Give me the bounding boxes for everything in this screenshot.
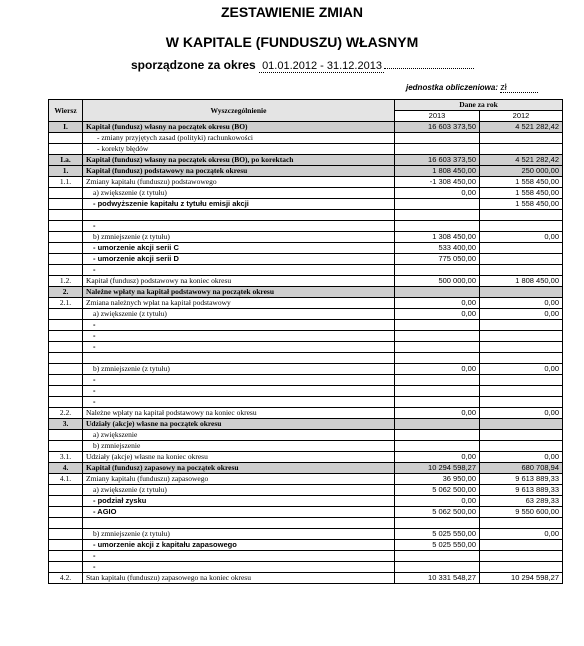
table-row [49,562,563,573]
value-2013 [395,210,480,221]
row-description: - [83,331,395,342]
table-row [49,210,563,221]
table-row [49,342,563,353]
table-row [49,364,563,375]
value-2012 [480,397,563,408]
row-description: - [83,375,395,386]
header-wiersz: Wiersz [49,100,83,122]
value-2013: 1 308 450,00 [395,232,480,243]
value-2012 [480,144,563,155]
value-2012: 4 521 282,42 [480,155,563,166]
value-2012 [480,386,563,397]
header-year-2013: 2013 [395,111,480,122]
value-2013 [395,287,480,298]
row-description: - [83,265,395,276]
row-number: 2.1. [49,298,83,309]
row-description: - [83,562,395,573]
row-description: a) zwiększenie (z tytułu) [83,188,395,199]
row-description [83,518,395,529]
value-2012 [480,551,563,562]
row-number [49,320,83,331]
value-2013: 0,00 [395,298,480,309]
value-2013: 0,00 [395,364,480,375]
table-row [49,397,563,408]
row-number: 2.2. [49,408,83,419]
value-2012: 0,00 [480,529,563,540]
value-2013 [395,331,480,342]
value-2013: 0,00 [395,309,480,320]
value-2012 [480,353,563,364]
table-row [49,265,563,276]
value-2013: 1 808 450,00 [395,166,480,177]
table-row [49,331,563,342]
row-number [49,386,83,397]
row-number [49,562,83,573]
row-description: Stan kapitału (funduszu) zapasowego na koniec okresu [83,573,395,584]
value-2012: 0,00 [480,298,563,309]
value-2013: 16 603 373,50 [395,155,480,166]
row-number [49,199,83,210]
table-header-row [49,100,563,111]
row-number [49,441,83,452]
table-row [49,540,563,551]
row-description: Kapitał (fundusz) własny na początek okresu (BO), po korektach [83,155,395,166]
value-2012: 0,00 [480,232,563,243]
value-2012 [480,254,563,265]
row-number: 3.1. [49,452,83,463]
table-row [49,122,563,133]
row-description: Zmiany kapitału (funduszu) podstawowego [83,177,395,188]
value-2012 [480,540,563,551]
value-2012 [480,562,563,573]
table-row [49,485,563,496]
row-number [49,485,83,496]
value-2013: 0,00 [395,452,480,463]
value-2013 [395,342,480,353]
table-row [49,463,563,474]
row-description: - korekty błędów [83,144,395,155]
table-row [49,166,563,177]
value-2013 [395,441,480,452]
value-2012 [480,210,563,221]
row-number: 2. [49,287,83,298]
header-description: Wyszczególnienie [83,100,395,122]
row-description [83,353,395,364]
table-row [49,474,563,485]
value-2013: 16 603 373,50 [395,122,480,133]
row-description: - [83,342,395,353]
unit-value: zł [500,82,538,93]
row-description: Kapitał (fundusz) podstawowy na początek okresu [83,166,395,177]
row-description: - AGIO [83,507,395,518]
value-2013 [395,144,480,155]
value-2012 [480,441,563,452]
value-2013 [395,518,480,529]
table-row [49,507,563,518]
row-description: b) zmniejszenie [83,441,395,452]
value-2012 [480,342,563,353]
capital-changes-table [48,99,563,584]
value-2012 [480,518,563,529]
value-2012: 63 289,33 [480,496,563,507]
value-2013 [395,551,480,562]
row-description: a) zwiększenie (z tytułu) [83,309,395,320]
report-period [131,58,474,72]
value-2012: 10 294 598,27 [480,573,563,584]
table-row [49,408,563,419]
row-description: Należne wpłaty na kapitał podstawowy na początek okresu [83,287,395,298]
report-title: ZESTAWIENIE ZMIAN [220,4,364,20]
row-number [49,397,83,408]
row-description: Kapitał (fundusz) zapasowy na początek okresu [83,463,395,474]
header-dane-za-rok: Dane za rok [395,100,563,111]
value-2012: 9 613 889,33 [480,474,563,485]
value-2013 [395,353,480,364]
row-number [49,221,83,232]
value-2013: 5 025 550,00 [395,529,480,540]
row-number: 3. [49,419,83,430]
value-2013 [395,221,480,232]
value-2012 [480,265,563,276]
row-description: Zmiany kapitału (funduszu) zapasowego [83,474,395,485]
row-number [49,210,83,221]
row-number: 4. [49,463,83,474]
table-row [49,199,563,210]
table-row [49,518,563,529]
value-2012: 0,00 [480,452,563,463]
value-2012 [480,331,563,342]
row-number [49,331,83,342]
table-row [49,155,563,166]
row-number [49,364,83,375]
table-row [49,221,563,232]
value-2012 [480,320,563,331]
row-description: b) zmniejszenie (z tytułu) [83,364,395,375]
row-number [49,518,83,529]
table-row [49,573,563,584]
row-description: - [83,221,395,232]
row-description: Zmiana należnych wpłat na kapitał podstawowy [83,298,395,309]
value-2013 [395,133,480,144]
row-number [49,133,83,144]
row-number [49,375,83,386]
row-number [49,496,83,507]
table-row [49,232,563,243]
row-description: - [83,386,395,397]
row-description: - zmiany przyjętych zasad (polityki) rachunkowości [83,133,395,144]
value-2013 [395,265,480,276]
value-2013: 533 400,00 [395,243,480,254]
value-2013: 500 000,00 [395,276,480,287]
table-row [49,529,563,540]
row-number [49,232,83,243]
value-2012 [480,133,563,144]
value-2012 [480,419,563,430]
row-number: 1.2. [49,276,83,287]
row-description: Kapitał (fundusz) własny na początek okresu (BO) [83,122,395,133]
value-2013 [395,397,480,408]
row-number [49,342,83,353]
row-description: - podwyższenie kapitału z tytułu emisji akcji [83,199,395,210]
row-number [49,353,83,364]
row-description: Należne wpłaty na kapitał podstawowy na koniec okresu [83,408,395,419]
row-number [49,551,83,562]
row-number: I.a. [49,155,83,166]
table-row [49,144,563,155]
value-2013 [395,430,480,441]
row-description: - umorzenie akcji z kapitału zapasowego [83,540,395,551]
row-description: - umorzenie akcji serii D [83,254,395,265]
report-subtitle: W KAPITALE (FUNDUSZU) WŁASNYM [165,34,419,50]
table-body [49,122,563,584]
table-row [49,496,563,507]
value-2013: 0,00 [395,408,480,419]
row-description: a) zwiększenie [83,430,395,441]
value-2013: 0,00 [395,188,480,199]
value-2012: 4 521 282,42 [480,122,563,133]
value-2012: 0,00 [480,408,563,419]
row-number: 4.2. [49,573,83,584]
value-2013: 5 062 500,00 [395,507,480,518]
period-label: sporządzone za okres [131,58,256,72]
row-description: - [83,551,395,562]
value-2012: 680 708,94 [480,463,563,474]
table-row [49,452,563,463]
value-2013: 0,00 [395,496,480,507]
row-description: - [83,397,395,408]
row-number [49,144,83,155]
table-row [49,276,563,287]
row-number: 1.1. [49,177,83,188]
table-row [49,309,563,320]
table-row [49,254,563,265]
value-2013 [395,562,480,573]
value-2013: -1 308 450,00 [395,177,480,188]
row-description: Kapitał (fundusz) podstawowy na koniec okresu [83,276,395,287]
row-description: b) zmniejszenie (z tytułu) [83,529,395,540]
value-2012: 1 808 450,00 [480,276,563,287]
row-number [49,529,83,540]
table-row [49,353,563,364]
value-2013: 10 331 548,27 [395,573,480,584]
row-number: 4.1. [49,474,83,485]
table-row [49,320,563,331]
value-2012: 1 558 450,00 [480,188,563,199]
table-row [49,243,563,254]
value-2013: 36 950,00 [395,474,480,485]
table-row [49,419,563,430]
row-number [49,540,83,551]
row-description: a) zwiększenie (z tytułu) [83,485,395,496]
value-2012 [480,430,563,441]
row-description: Udziały (akcje) własne na koniec okresu [83,452,395,463]
row-description [83,210,395,221]
table-row [49,133,563,144]
table-row [49,551,563,562]
value-2012: 0,00 [480,364,563,375]
value-2013 [395,320,480,331]
value-2012: 250 000,00 [480,166,563,177]
row-description: - podział zysku [83,496,395,507]
value-2012: 9 550 600,00 [480,507,563,518]
value-2012: 1 558 450,00 [480,177,563,188]
value-2012: 9 613 889,33 [480,485,563,496]
row-number [49,254,83,265]
value-2013: 5 025 550,00 [395,540,480,551]
table-row [49,287,563,298]
value-2012 [480,243,563,254]
value-2012 [480,287,563,298]
row-number: I. [49,122,83,133]
row-number [49,188,83,199]
row-description: b) zmniejszenie (z tytułu) [83,232,395,243]
row-number [49,265,83,276]
value-2012: 0,00 [480,309,563,320]
table-row [49,177,563,188]
table-row [49,430,563,441]
value-2012 [480,221,563,232]
unit-line [406,82,538,93]
value-2012: 1 558 450,00 [480,199,563,210]
table-row [49,386,563,397]
row-number [49,507,83,518]
row-number [49,430,83,441]
table-row [49,298,563,309]
table-row [49,375,563,386]
header-year-2012: 2012 [480,111,563,122]
value-2013 [395,375,480,386]
table-row [49,188,563,199]
row-description: Udziały (akcje) własne na początek okresu [83,419,395,430]
period-dots [384,58,474,69]
value-2012 [480,375,563,386]
row-number [49,243,83,254]
value-2013 [395,419,480,430]
value-2013: 10 294 598,27 [395,463,480,474]
period-value: 01.01.2012 - 31.12.2013 [259,60,384,73]
value-2013 [395,199,480,210]
table-row [49,441,563,452]
value-2013 [395,386,480,397]
row-number [49,309,83,320]
row-description: - umorzenie akcji serii C [83,243,395,254]
value-2013: 5 062 500,00 [395,485,480,496]
unit-label: jednostka obliczeniowa: [406,83,499,92]
value-2013: 775 050,00 [395,254,480,265]
row-number: 1. [49,166,83,177]
row-description: - [83,320,395,331]
